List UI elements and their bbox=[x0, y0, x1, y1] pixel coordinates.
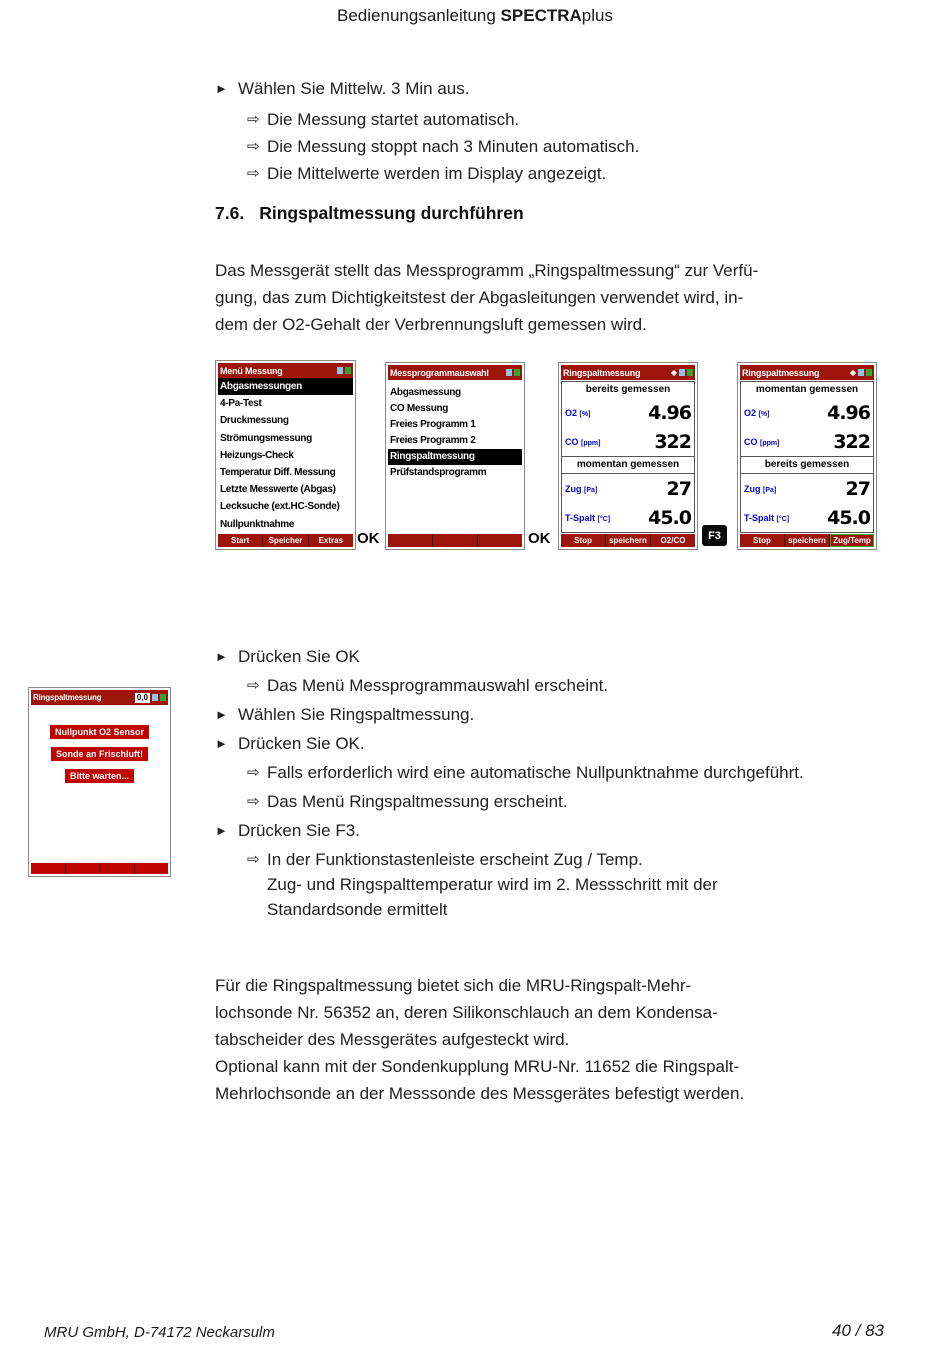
measurement-row bbox=[741, 503, 873, 532]
measurement-label: O2 [%] bbox=[744, 407, 770, 418]
step-text: Drücken Sie F3. bbox=[238, 821, 360, 840]
result-text: Die Mittelwerte werden im Display angezeigt. bbox=[267, 164, 607, 183]
measurement-label: Zug [Pa] bbox=[744, 483, 777, 494]
measurement-unit: [Pa] bbox=[763, 486, 777, 494]
measurement-panel bbox=[561, 381, 695, 533]
status-banner: Nullpunkt O2 Sensor bbox=[50, 725, 149, 739]
diamond-status-icon bbox=[671, 369, 677, 375]
menu-item: Ringspaltmessung bbox=[388, 449, 522, 465]
paragraph-line: dem der O2-Gehalt der Verbrennungsluft gemessen wird. bbox=[215, 315, 647, 334]
step-text: Drücken Sie OK. bbox=[238, 734, 365, 753]
menu-item: Strömungsmessung bbox=[220, 432, 312, 444]
footer-page-number: 40 / 83 bbox=[832, 1321, 884, 1340]
paragraph-line: Das Messgerät stellt das Messprogramm „Ringspaltmessung“ zur Verfü- bbox=[215, 261, 759, 280]
battery-icon bbox=[687, 369, 693, 376]
paragraph-line: gung, das zum Dichtigkeitstest der Abgasleitungen verwendet wird, in- bbox=[215, 288, 744, 307]
device-softkey-bar bbox=[561, 534, 695, 547]
measurement-label: Zug [Pa] bbox=[565, 483, 598, 494]
device-menu bbox=[388, 380, 522, 534]
paragraph-line: Mehrlochsonde an der Messsonde des Messgerätes befestigt werden. bbox=[215, 1084, 745, 1103]
menu-item: Freies Programm 2 bbox=[390, 435, 476, 446]
battery-icon bbox=[866, 369, 872, 376]
instruction-result bbox=[215, 106, 639, 133]
measurement-label: O2 [%] bbox=[565, 407, 591, 418]
instruction-step bbox=[215, 644, 821, 669]
instruction-result bbox=[215, 133, 639, 160]
softkey-speicher: Speicher bbox=[262, 534, 307, 547]
ok-key-label: OK bbox=[357, 530, 380, 547]
menu-item: Heizungs-Check bbox=[220, 449, 294, 461]
device-status-icons bbox=[337, 367, 351, 374]
instruction-step bbox=[215, 75, 639, 102]
measurement-row bbox=[562, 427, 694, 456]
paragraph-line: tabscheider des Messgerätes aufgesteckt wird. bbox=[215, 1030, 570, 1049]
softkey-o2co: O2/CO bbox=[650, 534, 695, 547]
measurement-unit: [%] bbox=[758, 410, 770, 418]
battery-icon bbox=[160, 694, 166, 701]
measurement-label: CO [ppm] bbox=[744, 436, 780, 447]
measurement-value: 27 bbox=[666, 477, 691, 500]
softkey-blank bbox=[31, 863, 65, 874]
menu-item: Freies Programm 1 bbox=[390, 419, 476, 430]
measurement-value: 27 bbox=[845, 477, 870, 500]
measurement-panel bbox=[740, 381, 874, 533]
result-arrow-icon: ⇨ bbox=[247, 111, 260, 128]
measurement-value: 4.96 bbox=[648, 401, 691, 424]
result-arrow-icon: ⇨ bbox=[247, 165, 260, 182]
measurement-row bbox=[741, 427, 873, 456]
softkey-extras: Extras bbox=[308, 534, 353, 547]
measurement-label: T-Spalt [°C] bbox=[744, 512, 790, 523]
paragraph-line: Für die Ringspaltmessung bietet sich die MRU-Ringspalt-Mehr- bbox=[215, 976, 692, 995]
measurement-value: 4.96 bbox=[827, 401, 870, 424]
step-arrow-icon: ► bbox=[215, 707, 228, 722]
signal-icon bbox=[506, 369, 512, 376]
signal-icon bbox=[337, 367, 343, 374]
device-titlebar bbox=[218, 363, 353, 378]
result-arrow-icon: ⇨ bbox=[247, 764, 260, 781]
instruction-result bbox=[215, 789, 821, 814]
measurement-unit: [°C] bbox=[597, 515, 611, 523]
status-banner: Sonde an Frischluft! bbox=[51, 747, 148, 761]
device-softkey-bar bbox=[31, 863, 168, 874]
softkey-stop: Stop bbox=[753, 536, 771, 545]
measurement-unit: [Pa] bbox=[584, 486, 598, 494]
result-text: In der Funktionstastenleiste erscheint Zug / Temp. bbox=[267, 850, 643, 869]
signal-icon bbox=[858, 369, 864, 376]
menu-item: Abgasmessung bbox=[390, 387, 461, 398]
step-arrow-icon: ► bbox=[215, 823, 228, 838]
menu-item: Abgasmessungen bbox=[218, 378, 353, 395]
step-text: Drücken Sie OK bbox=[238, 647, 360, 666]
device-status-icons bbox=[506, 369, 520, 376]
step-arrow-icon: ► bbox=[215, 649, 228, 664]
menu-item: Lecksuche (ext.HC-Sonde) bbox=[220, 501, 340, 513]
result-text: Die Messung startet automatisch. bbox=[267, 110, 520, 129]
doc-title-prefix: Bedienungsanleitung bbox=[337, 6, 501, 25]
softkey-blank bbox=[477, 534, 522, 547]
measurement-section-title: momentan gemessen bbox=[755, 384, 859, 395]
signal-icon bbox=[679, 369, 685, 376]
device-screen-title: Ringspaltmessung bbox=[742, 367, 820, 378]
measurement-value: 45.0 bbox=[648, 506, 691, 529]
result-arrow-icon: ⇨ bbox=[247, 793, 260, 810]
menu-item: 4-Pa-Test bbox=[220, 398, 262, 410]
instruction-step bbox=[215, 731, 821, 756]
instruction-step bbox=[215, 702, 821, 727]
instruction-result bbox=[215, 847, 821, 922]
measurement-row bbox=[562, 503, 694, 532]
paragraph-line: lochsonde Nr. 56352 an, deren Silikonschlauch an dem Kondensa- bbox=[215, 1003, 718, 1022]
outro-paragraph bbox=[215, 972, 744, 1107]
device-titlebar bbox=[561, 365, 695, 380]
ok-key-label: OK bbox=[528, 530, 551, 547]
measurement-section-title: bereits gemessen bbox=[741, 456, 873, 474]
diamond-status-icon bbox=[850, 369, 856, 375]
device-titlebar bbox=[388, 365, 522, 380]
result-text: Die Messung stoppt nach 3 Minuten automatisch. bbox=[267, 137, 640, 156]
softkey-speichern: speichern bbox=[605, 534, 650, 547]
menu-item: CO Messung bbox=[390, 403, 449, 414]
result-text: Falls erforderlich wird eine automatische Nullpunktnahme durchgeführt. bbox=[267, 763, 804, 782]
section-title: Ringspaltmessung durchführen bbox=[259, 203, 524, 223]
softkey-speichern: speichern bbox=[784, 534, 829, 547]
device-screen-title: Menü Messung bbox=[220, 365, 283, 376]
menu-item: Prüfstandsprogramm bbox=[390, 467, 487, 478]
softkey-blank bbox=[134, 863, 169, 874]
softkey-zugtemp: Zug/Temp bbox=[829, 534, 874, 547]
doc-title-brand: SPECTRA bbox=[500, 6, 582, 25]
top-instructions bbox=[215, 75, 639, 187]
device-softkey-bar bbox=[388, 534, 522, 547]
zeroing-status-panel bbox=[31, 705, 168, 863]
step-text: Wählen Sie Mittelw. 3 Min aus. bbox=[238, 79, 470, 98]
device-softkey-bar bbox=[218, 534, 353, 547]
paragraph-line: Optional kann mit der Sondenkupplung MRU-Nr. 11652 die Ringspalt- bbox=[215, 1057, 740, 1076]
measurement-section-title: bereits gemessen bbox=[585, 384, 671, 395]
measurement-section-title: momentan gemessen bbox=[562, 456, 694, 474]
result-arrow-icon: ⇨ bbox=[247, 851, 260, 868]
device-titlebar bbox=[740, 365, 874, 380]
device-softkey-bar bbox=[740, 534, 874, 547]
result-text: Das Menü Messprogrammauswahl erscheint. bbox=[267, 676, 609, 695]
step-arrow-icon: ► bbox=[215, 81, 228, 96]
softkey-blank bbox=[99, 863, 134, 874]
softkey-blank bbox=[65, 863, 100, 874]
device-menu bbox=[218, 378, 353, 534]
footer-company: MRU GmbH, D-74172 Neckarsulm bbox=[44, 1324, 275, 1341]
screenshot-ringspaltmessung-o2co bbox=[558, 362, 698, 550]
instruction-step bbox=[215, 818, 821, 843]
device-titlebar bbox=[31, 690, 168, 705]
screenshot-nullpunktnahme bbox=[28, 687, 171, 877]
device-screen-title: Ringspaltmessung bbox=[563, 367, 641, 378]
softkey-stop: Stop bbox=[574, 536, 592, 545]
device-status-icons bbox=[671, 369, 693, 376]
measurement-row bbox=[562, 474, 694, 503]
instruction-result bbox=[215, 673, 821, 698]
section-heading bbox=[215, 203, 524, 224]
device-status-icons bbox=[850, 369, 872, 376]
doc-title-suffix: plus bbox=[581, 6, 613, 25]
measurement-unit: [ppm] bbox=[760, 439, 780, 447]
device-status-icons bbox=[135, 693, 166, 703]
battery-icon bbox=[345, 367, 351, 374]
menu-item: Nullpunktnahme bbox=[220, 518, 295, 530]
measurement-unit: [%] bbox=[579, 410, 591, 418]
measurement-unit: [°C] bbox=[776, 515, 790, 523]
softkey-start: Start bbox=[231, 536, 250, 545]
screenshot-messprogrammauswahl bbox=[385, 362, 525, 550]
measurement-value: 322 bbox=[833, 430, 870, 453]
menu-item: Druckmessung bbox=[220, 415, 289, 427]
menu-item: Temperatur Diff. Messung bbox=[220, 467, 336, 479]
zero-value-chip: 0,0 bbox=[136, 692, 148, 702]
status-banner: Bitte warten... bbox=[65, 769, 134, 783]
softkey-blank bbox=[388, 534, 432, 547]
instruction-result bbox=[215, 160, 639, 187]
result-arrow-icon: ⇨ bbox=[247, 138, 260, 155]
measurement-label: CO [ppm] bbox=[565, 436, 601, 447]
f3-key: F3 bbox=[702, 525, 727, 546]
device-screen-title: Ringspaltmessung bbox=[33, 693, 102, 702]
measurement-value: 45.0 bbox=[827, 506, 870, 529]
result-arrow-icon: ⇨ bbox=[247, 677, 260, 694]
instruction-result bbox=[215, 760, 821, 785]
menu-item: Letzte Messwerte (Abgas) bbox=[220, 484, 336, 496]
measurement-label: T-Spalt [°C] bbox=[565, 512, 611, 523]
signal-icon bbox=[152, 694, 158, 701]
measurement-unit: [ppm] bbox=[581, 439, 601, 447]
screenshot-menu-messung bbox=[215, 360, 356, 550]
measurement-row bbox=[562, 398, 694, 427]
bottom-instructions bbox=[215, 644, 821, 926]
doc-header bbox=[0, 6, 950, 26]
result-note: Zug- und Ringspalttemperatur wird im 2. Messschritt mit der Standardsonde ermittelt bbox=[267, 875, 718, 919]
measurement-row bbox=[741, 398, 873, 427]
section-number: 7.6. bbox=[215, 203, 245, 223]
device-screen-title: Messprogrammauswahl bbox=[390, 367, 489, 378]
step-text: Wählen Sie Ringspaltmessung. bbox=[238, 705, 475, 724]
intro-paragraph bbox=[215, 257, 758, 338]
softkey-blank bbox=[432, 534, 477, 547]
measurement-value: 322 bbox=[654, 430, 691, 453]
step-arrow-icon: ► bbox=[215, 736, 228, 751]
battery-icon bbox=[514, 369, 520, 376]
result-text: Das Menü Ringspaltmessung erscheint. bbox=[267, 792, 568, 811]
measurement-row bbox=[741, 474, 873, 503]
screenshot-ringspaltmessung-zugtemp bbox=[737, 362, 877, 550]
